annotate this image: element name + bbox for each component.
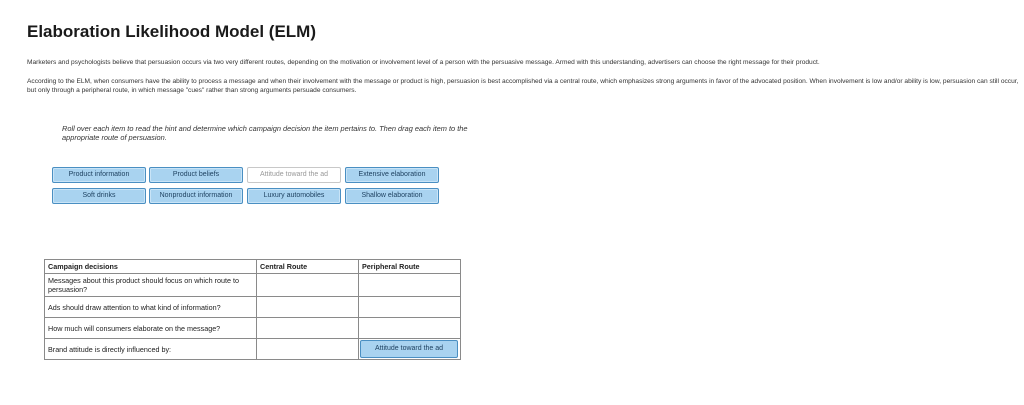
central-route-drop-zone[interactable]: [257, 274, 359, 297]
table-row: [45, 318, 461, 339]
tile-luxury-automobiles[interactable]: Luxury automobiles: [247, 188, 341, 204]
tile-soft-drinks[interactable]: Soft drinks: [52, 188, 146, 204]
central-route-drop-zone[interactable]: [257, 339, 359, 360]
tile-extensive-elaboration[interactable]: Extensive elaboration: [345, 167, 439, 183]
table-row: [45, 339, 461, 360]
table-header-row: [45, 260, 461, 274]
tile-attitude-toward-the-ad-empty-slot: Attitude toward the ad: [247, 167, 341, 183]
tile-shallow-elaboration[interactable]: Shallow elaboration: [345, 188, 439, 204]
header-peripheral-route: Peripheral Route: [359, 260, 461, 274]
peripheral-route-drop-zone[interactable]: [359, 297, 461, 318]
question-cell: How much will consumers elaborate on the message?: [45, 318, 257, 339]
tile-product-information[interactable]: Product information: [52, 167, 146, 183]
placed-tile-attitude-toward-the-ad[interactable]: Attitude toward the ad: [360, 340, 458, 358]
peripheral-route-drop-zone[interactable]: [359, 318, 461, 339]
table-row: [45, 297, 461, 318]
intro-paragraph-1: Marketers and psychologists believe that persuasion occurs via two very different routes, depending on the motivation or involvement level of a person with the persuasive message. Armed with this understanding, advertisers can choose the right message for their product.: [27, 59, 820, 66]
tile-product-beliefs[interactable]: Product beliefs: [149, 167, 243, 183]
intro-paragraph-2: According to the ELM, when consumers have the ability to process a message and when their involvement with the message or product is high, persuasion is best accomplished via a central route, which emphasizes strong arguments in favor of the advocated position. When involvement is low and/or ability is low, persuasion can still occur, but only through a peripheral route, in which message "cues" rather than strong arguments persuade consumers.: [27, 78, 1019, 94]
campaign-decisions-table: [44, 259, 461, 360]
instructions: Roll over each item to read the hint and determine which campaign decision the item pertains to. Then drag each item to the appropriate route of persuasion.: [62, 124, 468, 143]
header-central-route: Central Route: [257, 260, 359, 274]
question-cell: Messages about this product should focus on which route to persuasion?: [45, 274, 257, 297]
table-row: [45, 274, 461, 297]
peripheral-route-drop-zone[interactable]: [359, 339, 461, 360]
central-route-drop-zone[interactable]: [257, 297, 359, 318]
header-campaign-decisions: Campaign decisions: [45, 260, 257, 274]
peripheral-route-drop-zone[interactable]: [359, 274, 461, 297]
page-title: Elaboration Likelihood Model (ELM): [27, 22, 316, 41]
central-route-drop-zone[interactable]: [257, 318, 359, 339]
question-cell: Ads should draw attention to what kind of information?: [45, 297, 257, 318]
tile-nonproduct-information[interactable]: Nonproduct information: [149, 188, 243, 204]
question-cell: Brand attitude is directly influenced by:: [45, 339, 257, 360]
